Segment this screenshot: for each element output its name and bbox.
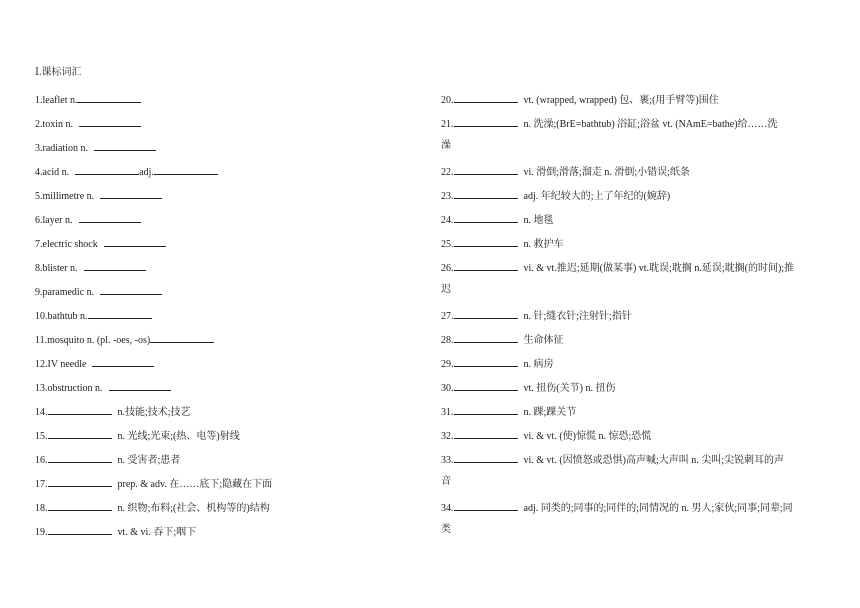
item-text: adj. — [139, 167, 154, 178]
list-item — [441, 499, 825, 516]
list-item — [35, 187, 162, 204]
item-text: vi. 滑倒;滑落;溜走 n. 滑倒;小错误;纸条 — [523, 167, 690, 178]
item-text: vi. & vt.推迟;延期(做某事) vt.耽误;耽搁 n.延误;耽搁(的时间);推 — [523, 263, 795, 274]
answer-blank[interactable] — [154, 163, 218, 175]
answer-blank[interactable] — [454, 211, 518, 223]
item-text: n. 针;缝衣针;注射针;指针 — [523, 311, 632, 322]
list-item — [35, 403, 191, 420]
answer-blank[interactable] — [150, 331, 214, 343]
answer-blank[interactable] — [94, 139, 156, 151]
answer-blank[interactable] — [454, 91, 518, 103]
item-continuation: 类 — [441, 524, 451, 535]
list-item — [441, 307, 825, 324]
item-text: 5.millimetre n. — [35, 191, 95, 202]
answer-blank[interactable] — [48, 523, 112, 535]
item-text: 1.leaflet n. — [35, 95, 78, 106]
list-item — [35, 451, 180, 468]
answer-blank[interactable] — [88, 307, 152, 319]
list-item — [441, 379, 825, 396]
list-item — [35, 139, 156, 156]
list-item — [35, 115, 141, 132]
item-text: 31. — [441, 407, 454, 418]
item-text: 12.IV needle — [35, 359, 87, 370]
answer-blank[interactable] — [454, 403, 518, 415]
answer-blank[interactable] — [84, 259, 146, 271]
list-item — [441, 115, 825, 132]
item-text: 18. — [35, 503, 48, 514]
list-item — [35, 523, 196, 540]
answer-blank[interactable] — [454, 259, 518, 271]
item-text: vt. (wrapped, wrapped) 包、裹;(用手臂等)围住 — [523, 95, 719, 106]
list-item — [441, 91, 825, 108]
item-continuation: 音 — [441, 476, 451, 487]
answer-blank[interactable] — [109, 379, 171, 391]
list-item — [441, 331, 825, 348]
answer-blank[interactable] — [454, 355, 518, 367]
item-continuation: 迟 — [441, 284, 451, 295]
item-text: n. 踝;踝关节 — [523, 407, 577, 418]
answer-blank[interactable] — [79, 115, 141, 127]
item-text: 22. — [441, 167, 454, 178]
answer-blank[interactable] — [454, 307, 518, 319]
answer-blank[interactable] — [454, 163, 518, 175]
list-item — [35, 211, 141, 228]
item-text: n. 织物;布料;(社会、机构等的)结构 — [117, 503, 270, 514]
item-text: 15. — [35, 431, 48, 442]
item-text: 10.bathtub n. — [35, 311, 88, 322]
item-text: 30. — [441, 383, 454, 394]
item-text: 23. — [441, 191, 454, 202]
list-item — [35, 91, 141, 108]
list-item — [441, 235, 825, 252]
list-item — [441, 187, 825, 204]
item-text: 2.toxin n. — [35, 119, 74, 130]
answer-blank[interactable] — [454, 187, 518, 199]
list-item — [441, 427, 825, 444]
item-text: 27. — [441, 311, 454, 322]
list-item — [441, 259, 825, 276]
item-text: 20. — [441, 95, 454, 106]
list-item — [35, 379, 171, 396]
item-text: vt. & vi. 吞下;咽下 — [117, 527, 197, 538]
list-item — [35, 283, 162, 300]
item-text: 14. — [35, 407, 48, 418]
list-item — [35, 259, 146, 276]
item-text: 29. — [441, 359, 454, 370]
item-text: adj. 年纪较大的;上了年纪的(婉辞) — [523, 191, 671, 202]
list-item — [35, 499, 270, 516]
answer-blank[interactable] — [454, 379, 518, 391]
item-text: 9.paramedic n. — [35, 287, 95, 298]
answer-blank[interactable] — [104, 235, 166, 247]
item-text: 34. — [441, 503, 454, 514]
answer-blank[interactable] — [454, 451, 518, 463]
answer-blank[interactable] — [48, 403, 112, 415]
item-text: n. 光线;光束;(热、电等)射线 — [117, 431, 240, 442]
item-text: 4.acid n. — [35, 167, 70, 178]
answer-blank[interactable] — [454, 499, 518, 511]
item-text: 16. — [35, 455, 48, 466]
list-item — [35, 235, 166, 252]
item-text: n.技能;技术;技艺 — [117, 407, 191, 418]
item-text: 13.obstruction n. — [35, 383, 103, 394]
list-item — [35, 331, 214, 348]
answer-blank[interactable] — [48, 427, 112, 439]
list-item — [35, 307, 152, 324]
list-item — [441, 211, 825, 228]
item-text: n. 病房 — [523, 359, 554, 370]
item-text: vt. 扭伤(关节) n. 扭伤 — [523, 383, 616, 394]
section-heading: Ⅰ.课标词汇 — [35, 67, 82, 78]
list-item — [441, 403, 825, 420]
answer-blank[interactable] — [454, 427, 518, 439]
item-text: n. 受害者;患者 — [117, 455, 181, 466]
item-text: 28. — [441, 335, 454, 346]
item-text: n. 洗澡;(BrE=bathtub) 浴缸;浴盆 vt. (NAmE=bathe)给……洗 — [523, 119, 778, 130]
item-text: 6.layer n. — [35, 215, 73, 226]
item-text: 3.radiation n. — [35, 143, 89, 154]
item-text: 25. — [441, 239, 454, 250]
item-continuation: 澡 — [441, 140, 451, 151]
item-text: vi. & vt. (因愤怒或恐惧)高声喊;大声叫 n. 尖叫;尖锐刺耳的声 — [523, 455, 785, 466]
answer-blank[interactable] — [48, 499, 112, 511]
answer-blank[interactable] — [100, 187, 162, 199]
item-text: 7.electric shock — [35, 239, 98, 250]
item-text: 26. — [441, 263, 454, 274]
answer-blank[interactable] — [454, 115, 518, 127]
item-text: 生命体征 — [523, 335, 564, 346]
item-text: 19. — [35, 527, 48, 538]
item-text: 8.blister n. — [35, 263, 78, 274]
item-text: 17. — [35, 479, 48, 490]
answer-blank[interactable] — [48, 475, 112, 487]
answer-blank[interactable] — [454, 235, 518, 247]
item-text: adj. 同类的;同事的;同伴的;同情况的 n. 男人;家伙;同事;同辈;同 — [523, 503, 793, 514]
list-item — [35, 163, 218, 180]
list-item — [35, 475, 272, 492]
list-item — [441, 163, 825, 180]
answer-blank[interactable] — [79, 211, 141, 223]
item-text: 24. — [441, 215, 454, 226]
item-text: 21. — [441, 119, 454, 130]
answer-blank[interactable] — [77, 91, 141, 103]
list-item — [35, 355, 154, 372]
item-text: prep. & adv. 在……底下;隐藏在下面 — [117, 479, 273, 490]
answer-blank[interactable] — [454, 331, 518, 343]
list-item — [441, 451, 825, 468]
answer-blank[interactable] — [100, 283, 162, 295]
item-text: 32. — [441, 431, 454, 442]
list-item — [35, 427, 240, 444]
answer-blank[interactable] — [75, 163, 139, 175]
item-text: n. 地毯 — [523, 215, 554, 226]
answer-blank[interactable] — [92, 355, 154, 367]
item-text: 33. — [441, 455, 454, 466]
answer-blank[interactable] — [48, 451, 112, 463]
item-text: 11.mosquito n. (pl. -oes, -os) — [35, 335, 151, 346]
list-item — [441, 355, 825, 372]
item-text: vi. & vt. (使)惊慌 n. 惊恐;恐慌 — [523, 431, 652, 442]
item-text: n. 救护车 — [523, 239, 564, 250]
